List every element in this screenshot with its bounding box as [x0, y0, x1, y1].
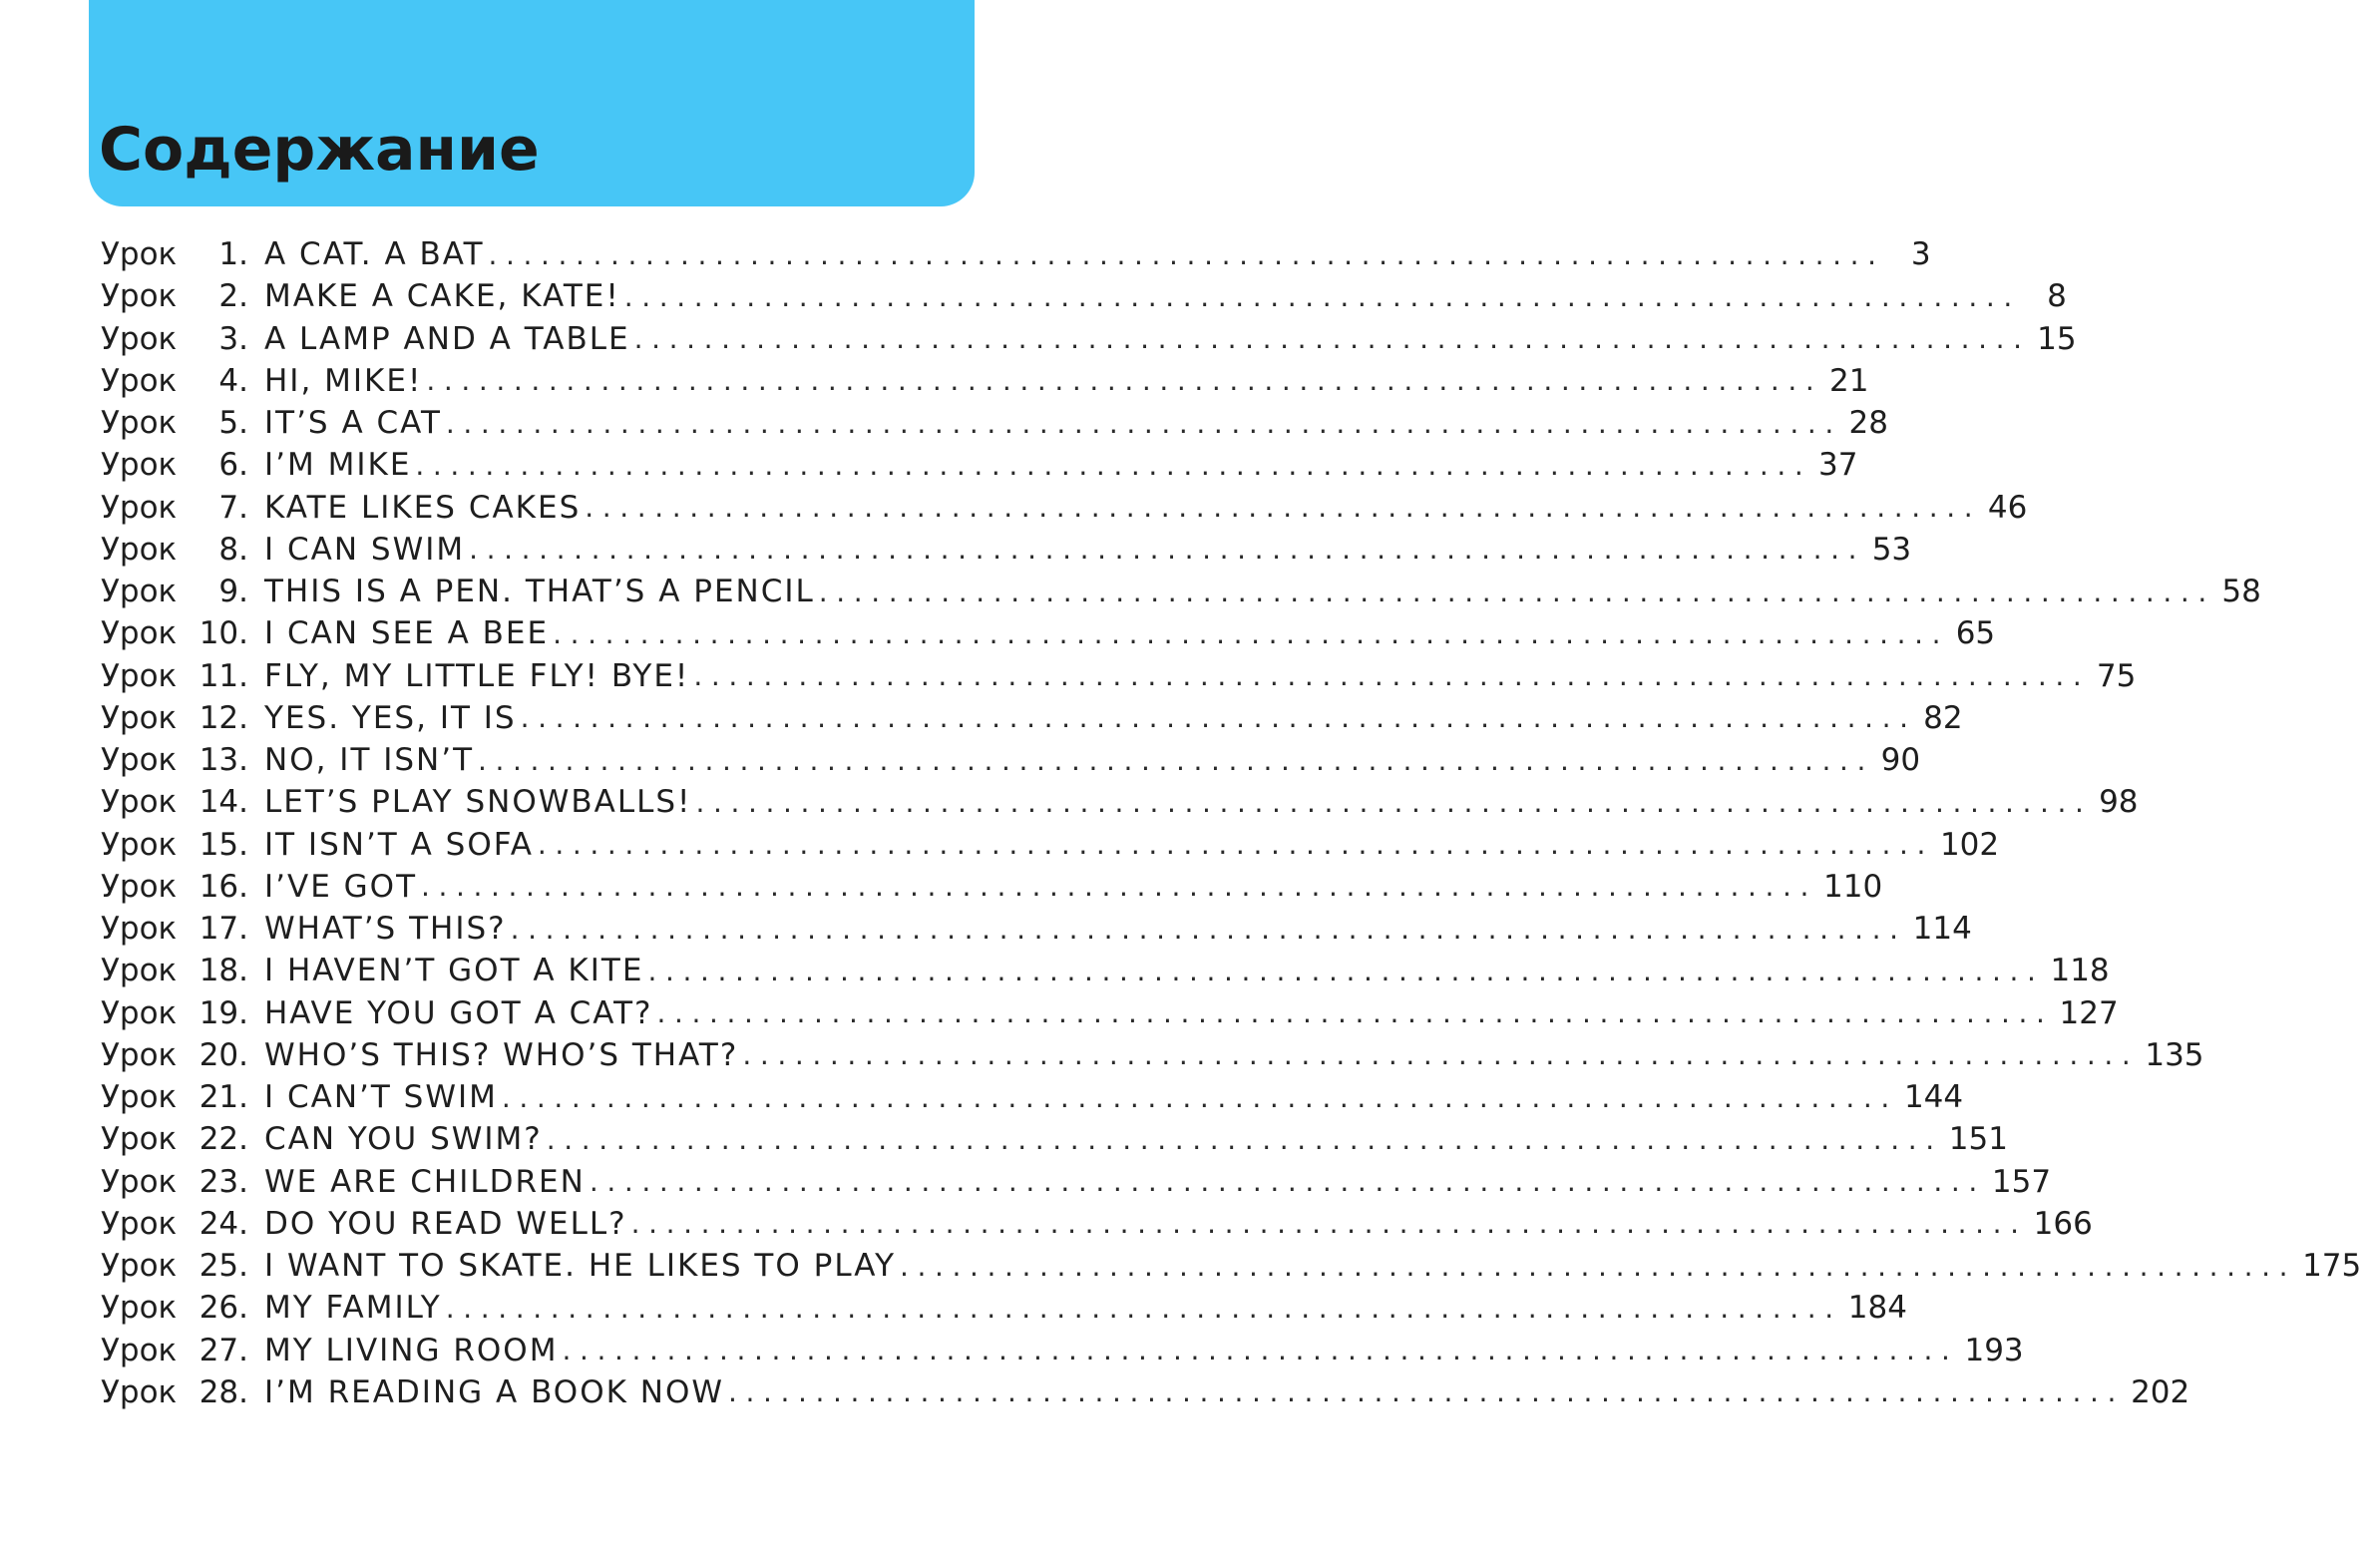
dot-leader: ................................................................................ — [445, 406, 1842, 440]
lesson-title: FLY, MY LITTLE FLY! BYE! — [264, 657, 690, 694]
lesson-word-label: Урок — [101, 447, 178, 484]
toc-entry[interactable] — [101, 739, 1921, 781]
page-number: 118 — [2050, 953, 2110, 989]
dot-leader: ................................................................................ — [478, 743, 1875, 777]
toc-entry[interactable] — [101, 1371, 2190, 1413]
lesson-title: I HAVEN’T GOT A KITE — [264, 953, 644, 989]
toc-entry[interactable] — [101, 612, 1996, 654]
dot-leader: ................................................................................ — [656, 996, 2054, 1030]
dot-leader: ................................................................................ — [818, 575, 2215, 608]
page-number: 8 — [2047, 278, 2067, 315]
dot-leader: ................................................................................ — [469, 533, 1866, 567]
dot-leader: ................................................................................ — [623, 279, 2021, 313]
dot-leader: ................................................................................ — [445, 1291, 1842, 1325]
dot-leader: ................................................................................ — [562, 1334, 1959, 1367]
lesson-number: 21 . — [197, 1079, 248, 1115]
lesson-word-label: Урок — [101, 531, 178, 568]
lesson-title: A LAMP AND A TABLE — [264, 320, 630, 357]
lesson-number: 6 . — [197, 447, 248, 483]
lesson-title: I CAN SEE A BEE — [264, 615, 550, 652]
lesson-title: IT ISN’T A SOFA — [264, 826, 534, 863]
toc-entry[interactable] — [101, 697, 1963, 739]
lesson-number: 24 . — [197, 1206, 248, 1242]
page-number: 166 — [2033, 1205, 2093, 1242]
toc-entry[interactable] — [101, 402, 1888, 444]
toc-entry[interactable] — [101, 318, 2077, 360]
dot-leader: ................................................................................ — [537, 828, 1934, 862]
lesson-number: 7 . — [197, 490, 248, 526]
lesson-title: WE ARE CHILDREN — [264, 1163, 586, 1200]
dot-leader: ................................................................................ — [421, 870, 1818, 904]
lesson-number: 15 . — [197, 827, 248, 863]
lesson-number: 25 . — [197, 1248, 248, 1284]
page-number: 82 — [1923, 699, 1963, 736]
lesson-title: HI, MIKE! — [264, 362, 423, 399]
lesson-title: MY LIVING ROOM — [264, 1332, 559, 1368]
toc-entry[interactable] — [101, 275, 2067, 317]
lesson-word-label: Урок — [101, 784, 178, 821]
toc-entry[interactable] — [101, 444, 1858, 486]
lesson-number: 14 . — [197, 784, 248, 820]
dot-leader: ................................................................................ — [589, 1165, 1986, 1199]
lesson-title: MAKE A CAKE, KATE! — [264, 278, 620, 315]
page-number: 75 — [2096, 657, 2137, 694]
lesson-number: 8 . — [197, 532, 248, 568]
page-number: 15 — [2037, 320, 2077, 357]
lesson-number: 17 . — [197, 911, 248, 947]
lesson-title: HAVE YOU GOT A CAT? — [264, 994, 653, 1031]
page-number: 21 — [1828, 362, 1869, 399]
page-number: 90 — [1880, 742, 1921, 779]
toc-entry[interactable] — [101, 781, 2139, 823]
page-number: 135 — [2145, 1036, 2204, 1073]
dot-leader: ................................................................................ — [488, 237, 1885, 271]
toc-entry[interactable] — [101, 1161, 2052, 1203]
lesson-title: A CAT. A BAT — [264, 236, 485, 273]
lesson-word-label: Урок — [101, 953, 178, 989]
lesson-title: MY FAMILY — [264, 1290, 442, 1327]
page-number: 193 — [1964, 1332, 2024, 1368]
toc-entry[interactable] — [101, 233, 1931, 275]
lesson-title: I’VE GOT — [264, 868, 418, 905]
lesson-word-label: Урок — [101, 911, 178, 948]
lesson-word-label: Урок — [101, 615, 178, 652]
lesson-word-label: Урок — [101, 1248, 178, 1285]
toc-entry[interactable] — [101, 1034, 2204, 1076]
lesson-word-label: Урок — [101, 1036, 178, 1073]
toc-entry[interactable] — [101, 950, 2110, 991]
lesson-number: 28 . — [197, 1374, 248, 1410]
toc-entry[interactable] — [101, 992, 2119, 1034]
lesson-word-label: Урок — [101, 994, 178, 1031]
lesson-number: 10 . — [197, 615, 248, 651]
page-number: 157 — [1991, 1163, 2052, 1200]
lesson-word-label: Урок — [101, 742, 178, 779]
page-number: 53 — [1871, 531, 1912, 568]
page-number: 102 — [1939, 826, 2000, 863]
dot-leader: ................................................................................ — [553, 616, 1950, 650]
lesson-word-label: Урок — [101, 868, 178, 905]
lesson-title: I WANT TO SKATE. HE LIKES TO PLAY — [264, 1248, 897, 1285]
lesson-word-label: Урок — [101, 1205, 178, 1242]
lesson-title: LET’S PLAY SNOWBALLS! — [264, 784, 692, 821]
toc-entry[interactable] — [101, 1245, 2362, 1287]
toc-entry[interactable] — [101, 866, 1883, 908]
page-number: 28 — [1848, 405, 1888, 442]
dot-leader: ................................................................................ — [630, 1207, 2028, 1241]
lesson-number: 27 . — [197, 1333, 248, 1368]
toc-entry[interactable] — [101, 908, 1972, 950]
page-title: Содержание — [99, 115, 540, 185]
page-number: 46 — [1987, 489, 2028, 526]
dot-leader: ................................................................................ — [693, 659, 2091, 693]
lesson-number: 13 . — [197, 742, 248, 778]
toc-entry[interactable] — [101, 655, 2137, 697]
lesson-title: IT’S A CAT — [264, 405, 442, 442]
dot-leader: ................................................................................ — [501, 1080, 1898, 1114]
lesson-number: 3 . — [197, 321, 248, 357]
lesson-title: I’M MIKE — [264, 447, 412, 484]
toc-entry[interactable] — [101, 1203, 2093, 1245]
lesson-number: 22 . — [197, 1121, 248, 1157]
lesson-title: YES. YES, IT IS — [264, 699, 517, 736]
lesson-number: 12 . — [197, 700, 248, 736]
lesson-word-label: Урок — [101, 826, 178, 863]
lesson-number: 16 . — [197, 869, 248, 905]
page-number: 202 — [2131, 1373, 2190, 1410]
lesson-word-label: Урок — [101, 1290, 178, 1327]
lesson-title: CAN YOU SWIM? — [264, 1121, 543, 1158]
lesson-number: 19 . — [197, 995, 248, 1031]
lesson-number: 4 . — [197, 363, 248, 399]
lesson-number: 1 . — [197, 236, 248, 272]
dot-leader: ................................................................................ — [415, 448, 1812, 482]
page-number: 151 — [1948, 1121, 2008, 1158]
page-number: 98 — [2099, 784, 2139, 821]
lesson-word-label: Урок — [101, 1332, 178, 1368]
page-number: 3 — [1910, 236, 1931, 273]
lesson-word-label: Урок — [101, 1373, 178, 1410]
toc-entry[interactable] — [101, 1118, 2008, 1160]
dot-leader: ................................................................................ — [426, 364, 1823, 398]
toc-entry[interactable] — [101, 360, 1869, 402]
lesson-word-label: Урок — [101, 1121, 178, 1158]
lesson-number: 23 . — [197, 1164, 248, 1200]
lesson-title: KATE LIKES CAKES — [264, 489, 582, 526]
dot-leader: ................................................................................ — [695, 785, 2093, 819]
dot-leader: ................................................................................ — [546, 1122, 1943, 1156]
page-number: 127 — [2059, 994, 2119, 1031]
lesson-word-label: Урок — [101, 362, 178, 399]
lesson-number: 20 . — [197, 1037, 248, 1073]
lesson-number: 26 . — [197, 1290, 248, 1326]
page-number: 114 — [1912, 911, 1972, 948]
lesson-number: 9 . — [197, 574, 248, 609]
toc-entry[interactable] — [101, 1287, 1907, 1329]
lesson-title: NO, IT ISN’T — [264, 742, 475, 779]
lesson-word-label: Урок — [101, 405, 178, 442]
dot-leader: ................................................................................ — [520, 701, 1917, 735]
toc-entry[interactable] — [101, 487, 2028, 529]
lesson-title: I’M READING A BOOK NOW — [264, 1373, 725, 1410]
toc-entry[interactable] — [101, 529, 1912, 571]
lesson-title: THIS IS A PEN. THAT’S A PENCIL — [264, 574, 815, 610]
lesson-word-label: Урок — [101, 236, 178, 273]
page-number: 144 — [1903, 1079, 1964, 1116]
lesson-title: DO YOU READ WELL? — [264, 1205, 627, 1242]
page-number: 175 — [2302, 1248, 2362, 1285]
lesson-word-label: Урок — [101, 320, 178, 357]
toc-entry[interactable] — [101, 1330, 2024, 1371]
dot-leader: ................................................................................ — [900, 1249, 2297, 1283]
dot-leader: ................................................................................ — [728, 1375, 2126, 1409]
dot-leader: ................................................................................ — [742, 1038, 2140, 1072]
lesson-number: 18 . — [197, 953, 248, 988]
lesson-title: I CAN’T SWIM — [264, 1079, 498, 1116]
dot-leader: ................................................................................ — [585, 491, 1982, 525]
toc-entry[interactable] — [101, 824, 2000, 866]
lesson-number: 11 . — [197, 658, 248, 694]
lesson-title: WHAT’S THIS? — [264, 911, 507, 948]
dot-leader: ................................................................................ — [647, 954, 2045, 987]
page-number: 37 — [1817, 447, 1858, 484]
lesson-word-label: Урок — [101, 657, 178, 694]
toc-entry[interactable] — [101, 1076, 1964, 1118]
dot-leader: ................................................................................ — [633, 322, 2031, 356]
page-number: 184 — [1847, 1290, 1907, 1327]
page-number: 65 — [1955, 615, 1996, 652]
lesson-number: 2 . — [197, 278, 248, 314]
lesson-word-label: Урок — [101, 1163, 178, 1200]
page-number: 58 — [2221, 574, 2261, 610]
table-of-contents — [101, 233, 2362, 1413]
lesson-word-label: Урок — [101, 699, 178, 736]
lesson-number: 5 . — [197, 405, 248, 441]
lesson-word-label: Урок — [101, 574, 178, 610]
dot-leader: ................................................................................ — [510, 912, 1907, 946]
lesson-word-label: Урок — [101, 1079, 178, 1116]
lesson-title: I CAN SWIM — [264, 531, 466, 568]
lesson-title: WHO’S THIS? WHO’S THAT? — [264, 1036, 739, 1073]
lesson-word-label: Урок — [101, 278, 178, 315]
toc-entry[interactable] — [101, 571, 2261, 612]
lesson-word-label: Урок — [101, 489, 178, 526]
page-number: 110 — [1823, 868, 1883, 905]
